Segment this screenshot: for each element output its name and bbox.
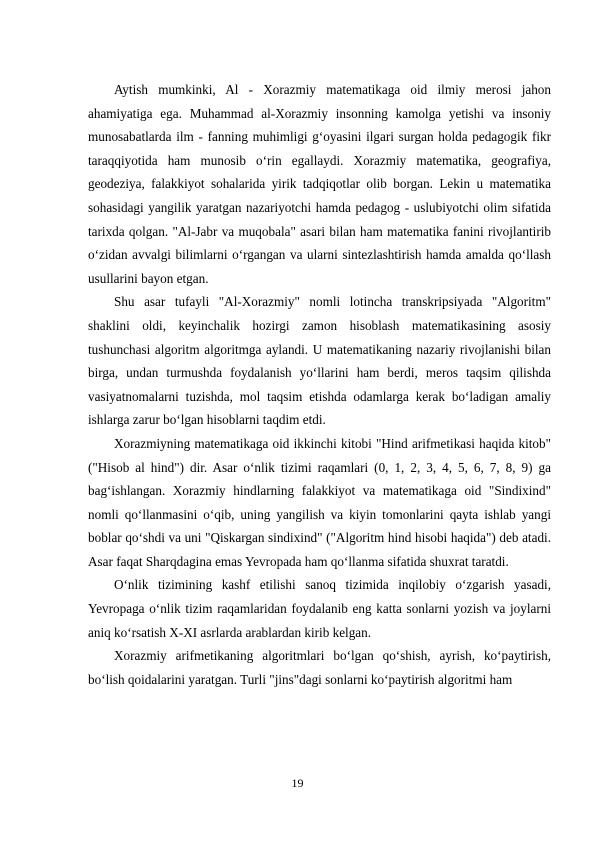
paragraph-2: Shu asar tufayli "Al-Xorazmiy" nomli lotincha transkripsiyada "Algoritm" shaklini oldi, keyinchalik hozirgi zamon hisoblash matematikasining asosiy tushunchasi algoritm algoritmga aylandi. U matematikaning nazariy rivojlanishi bilan birga, undan turmushda foydalanish yo‘llarini ham berdi, meros taqsim qilishda vasiyatnomalarni tuzishda, mol taqsim etishda odamlarga kerak bo‘ladigan amaliy ishlarga zarur bo‘lgan hisoblarni taqdim etdi.	[88, 294, 551, 428]
paragraph-1: Aytish mumkinki, Al - Xorazmiy matematikaga oid ilmiy merosi jahon ahamiyatiga ega. Muhammad al-Xorazmiy insonning kamolga yetishi va insoniy munosabatlarda ilm - fanning muhimligi g‘oyasini ilgari surgan holda pedagogik fikr taraqqiyotida ham munosib o‘rin egallaydi. Xorazmiy matematika, geografiya, geodeziya, falakkiyot sohalarida yirik tadqiqotlar olib borgan. Lekin u matematika sohasidagi yangilik yaratgan nazariyotchi hamda pedagog - uslubiyotchi olim sifatida tarixda qolgan. "Al-Jabr va muqobala" asari bilan ham matematika fanini rivojlantirib o‘zidan avvalgi bilimlarni o‘rgangan va ularni sintezlashtirish hamda amalda qo‘llash usullarini bayon etgan.	[88, 82, 551, 286]
paragraph-3: Xorazmiyning matematikaga oid ikkinchi kitobi "Hind arifmetikasi haqida kitob" ("Hisob al hind") dir. Asar o‘nlik tizimi raqamlari (0, 1, 2, 3, 4, 5, 6, 7, 8, 9) ga bag‘ishlangan. Xorazmiy hindlarning falakkiyot va matematikaga oid "Sindixind" nomli qo‘llanmasini o‘qib, uning yangilish va kiyin tomonlarini qayta ishlab yangi boblar qo‘shdi va uni "Qiskargan sindixind" ("Algoritm hind hisobi haqida") deb atadi. Asar faqat Sharqdagina emas Yevropada ham qo‘llanma sifatida shuxrat taratdi.	[88, 435, 551, 569]
page-number: 19	[291, 776, 304, 790]
paragraph-5: Xorazmiy arifmetikaning algoritmlari bo‘lgan qo‘shish, ayrish, ko‘paytirish, bo‘lish qoidalarini yaratgan. Turli "jins"dagi sonlarni ko‘paytirish algoritmi ham	[88, 648, 551, 687]
body-text	[88, 78, 551, 691]
paragraph-4: O‘nlik tizimining kashf etilishi sanoq tizimida inqilobiy o‘zgarish yasadi, Yevropaga o‘nlik tizim raqamlaridan foydalanib eng katta sonlarni yozish va joylarni aniq ko‘rsatish X-XI asrlarda arablardan kirib kelgan.	[88, 577, 551, 640]
